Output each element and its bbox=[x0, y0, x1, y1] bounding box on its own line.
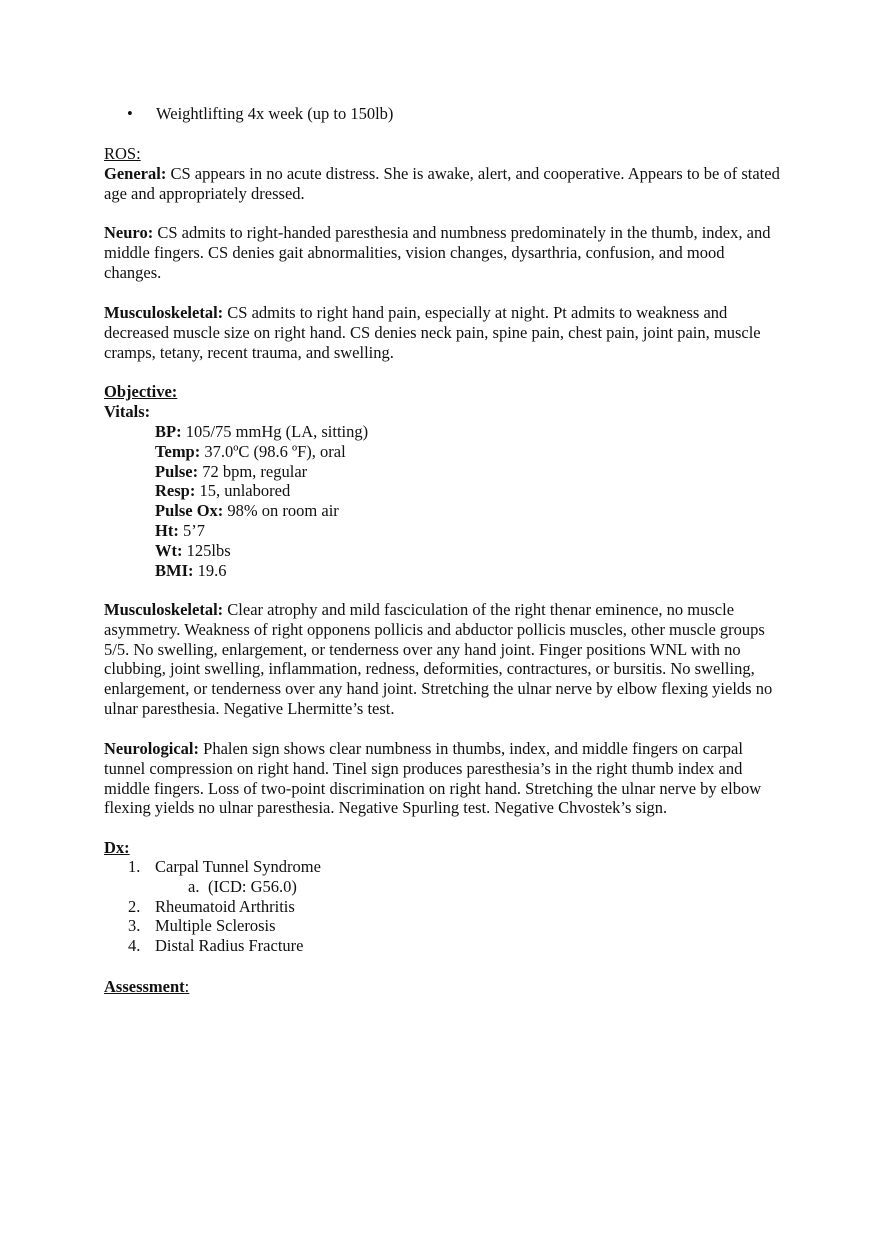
vital-row bbox=[155, 422, 655, 442]
ros-general-text: CS appears in no acute distress. She is awake, alert, and cooperative. Appears to be of stated age and appropriately dressed. bbox=[104, 163, 780, 203]
vital-label: Ht: bbox=[155, 520, 179, 540]
dx-item-text: Distal Radius Fracture bbox=[155, 936, 304, 956]
vital-label: BMI: bbox=[155, 560, 194, 580]
dx-item bbox=[104, 857, 604, 877]
dx-item-number: 3. bbox=[128, 916, 141, 936]
bullet-icon: • bbox=[127, 104, 133, 123]
vital-row bbox=[155, 442, 655, 462]
dx-heading-block bbox=[104, 838, 784, 858]
dx-item bbox=[104, 897, 604, 917]
ros-neuro-label: Neuro: bbox=[104, 223, 154, 242]
ros-heading: ROS: bbox=[104, 144, 141, 163]
vital-value: 19.6 bbox=[193, 560, 227, 580]
vital-value: 105/75 mmHg (LA, sitting) bbox=[181, 422, 369, 441]
assessment-heading-block bbox=[104, 977, 784, 997]
ros-section bbox=[104, 144, 784, 203]
ros-general-label: General: bbox=[104, 163, 167, 183]
vital-label: Wt: bbox=[155, 540, 183, 560]
dx-item-text: Rheumatoid Arthritis bbox=[155, 896, 295, 916]
dx-item-number: 2. bbox=[128, 896, 141, 916]
vital-label: Resp: bbox=[155, 481, 196, 501]
ros-musculoskeletal-paragraph bbox=[104, 303, 784, 362]
dx-heading: Dx: bbox=[104, 838, 130, 857]
ros-neuro-text: CS admits to right-handed paresthesia and numbness predominately in the thumb, index, and middle fingers. CS denies gait abnormalities, vision changes, dysarthria, confusion, and mood changes. bbox=[104, 223, 771, 282]
vital-row bbox=[155, 501, 655, 521]
vital-row bbox=[155, 541, 655, 561]
vital-value: 5’7 bbox=[178, 520, 205, 540]
dx-item bbox=[104, 936, 604, 956]
vital-label: BP: bbox=[155, 422, 182, 441]
dx-subitem-letter: a. bbox=[188, 876, 200, 896]
vital-value: 98% on room air bbox=[223, 501, 339, 521]
objective-neurological-label: Neurological: bbox=[104, 739, 200, 758]
vital-value: 37.0ºC (98.6 ºF), oral bbox=[200, 441, 346, 461]
objective-musculoskeletal-text: Clear atrophy and mild fasciculation of the right thenar eminence, no muscle asymmetry. Weakness of right opponens pollicis and abductor pollicis muscles, other muscle groups 5/5. No swelling, enlargement, or tenderness over any hand joint. Finger positions WNL with no clubbing, joint swelling, inflammation, redness, deformities, contractures, or bursitis. No swelling, enlargement, or tenderness over any hand joint. Stretching the ulnar nerve by elbow flexing yields no ulnar paresthesia. Negative Lhermitte’s test. bbox=[104, 600, 773, 718]
vital-row bbox=[155, 462, 655, 482]
vital-label: Pulse: bbox=[155, 461, 199, 481]
vitals-heading: Vitals: bbox=[104, 401, 151, 421]
vital-row bbox=[155, 481, 655, 501]
vital-value: 72 bpm, regular bbox=[198, 461, 308, 481]
vital-row bbox=[155, 521, 655, 541]
vital-label: Temp: bbox=[155, 441, 201, 461]
dx-list bbox=[104, 857, 604, 956]
vital-row bbox=[155, 561, 655, 581]
ros-neuro-paragraph bbox=[104, 223, 784, 282]
vital-value: 15, unlabored bbox=[195, 481, 291, 501]
ros-musculoskeletal-label: Musculoskeletal: bbox=[104, 303, 224, 322]
dx-item-number: 4. bbox=[128, 936, 141, 956]
objective-neurological-paragraph bbox=[104, 739, 784, 818]
objective-musculoskeletal-paragraph bbox=[104, 600, 784, 719]
vital-value: 125lbs bbox=[182, 540, 231, 560]
objective-neurological-text: Phalen sign shows clear numbness in thumbs, index, and middle fingers on carpal tunnel compression on right hand. Tinel sign produces paresthesia’s in the right thumb index and middle fingers. Loss of two-point discrimination on right hand. Stretching the ulnar nerve by elbow flexing yields no ulnar paresthesia. Negative Spurling test. Negative Chvostek’s sign. bbox=[104, 739, 762, 818]
assessment-colon: : bbox=[184, 977, 190, 996]
objective-musculoskeletal-label: Musculoskeletal: bbox=[104, 600, 224, 619]
dx-item bbox=[104, 916, 604, 936]
vitals-list bbox=[155, 422, 655, 580]
history-bullet-text: Weightlifting 4x week (up to 150lb) bbox=[156, 104, 394, 123]
dx-item-text: Multiple Sclerosis bbox=[155, 916, 276, 936]
dx-item-text: Carpal Tunnel Syndrome bbox=[155, 857, 321, 876]
ros-general-paragraph bbox=[104, 164, 784, 204]
dx-subitem bbox=[104, 877, 604, 897]
objective-header bbox=[104, 382, 784, 422]
assessment-heading: Assessment bbox=[104, 977, 185, 996]
vital-label: Pulse Ox: bbox=[155, 501, 224, 521]
dx-item-number: 1. bbox=[128, 857, 141, 876]
dx-subitem-text: (ICD: G56.0) bbox=[208, 876, 297, 896]
objective-heading: Objective: bbox=[104, 382, 178, 401]
ros-musculoskeletal-text: CS admits to right hand pain, especially at night. Pt admits to weakness and decreased muscle size on right hand. CS denies neck pain, spine pain, chest pain, joint pain, muscle cramps, tetany, recent trauma, and swelling. bbox=[104, 303, 761, 362]
